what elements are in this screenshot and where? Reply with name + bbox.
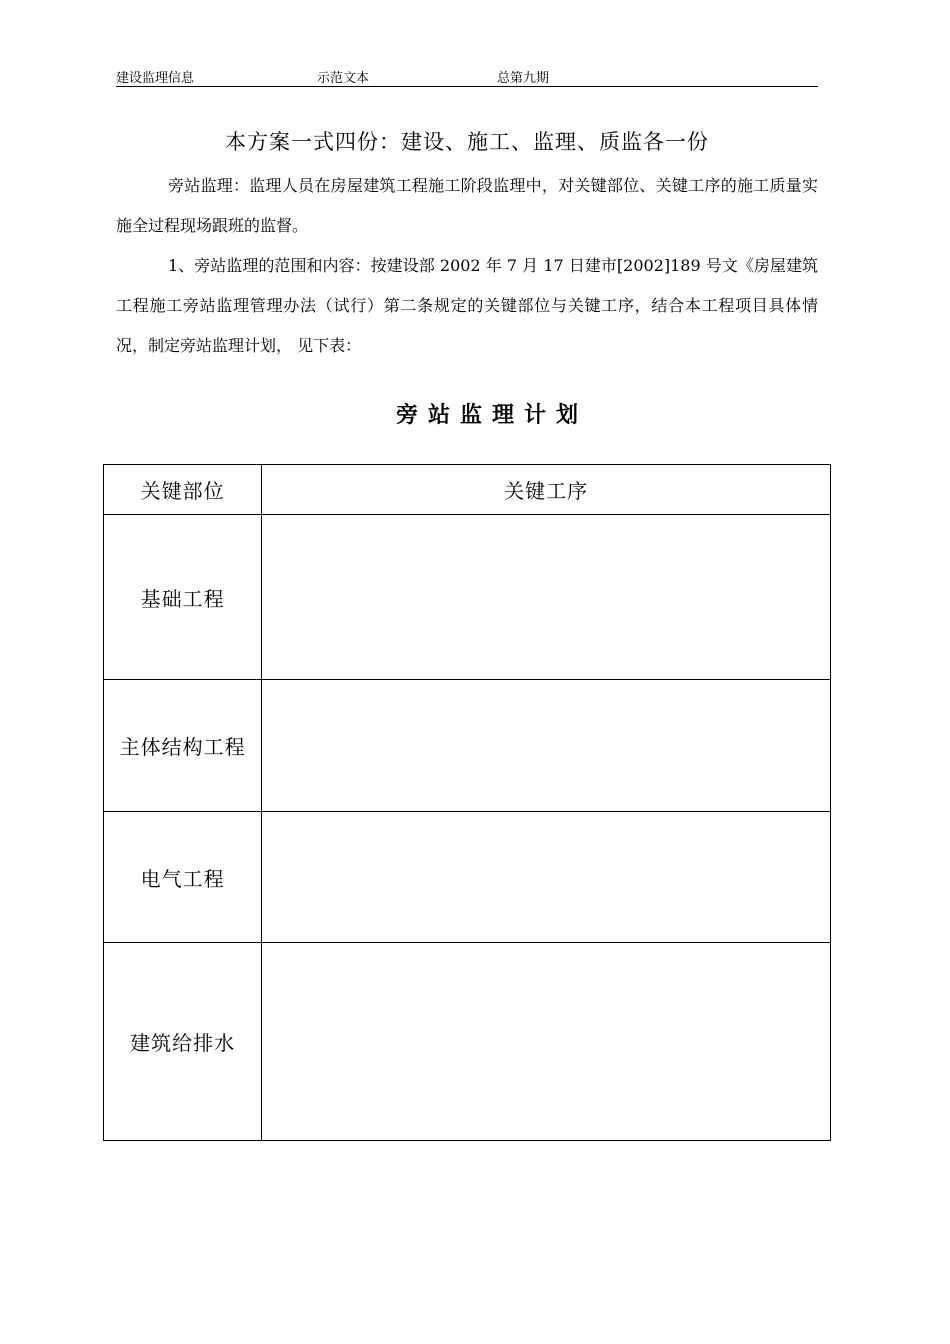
- header-key-process: 关键工序: [262, 465, 831, 515]
- header-publication: 建设监理信息: [116, 71, 195, 86]
- header-key-part: 关键部位: [104, 465, 262, 515]
- table-row: [104, 812, 831, 943]
- table-row: [104, 680, 831, 812]
- row-part: 基础工程: [104, 515, 262, 680]
- page-header: [116, 66, 818, 87]
- row-process: [262, 943, 831, 1141]
- header-issue: 总第九期: [497, 71, 550, 86]
- header-section: 示范文本: [317, 71, 370, 86]
- row-process: [262, 812, 831, 943]
- table-row: [104, 943, 831, 1141]
- row-process: [262, 680, 831, 812]
- paragraph-definition: 旁站监理：监理人员在房屋建筑工程施工阶段监理中，对关键部位、关键工序的施工质量实施全过程现场跟班的监督。: [116, 176, 818, 235]
- plan-title: 旁站监理计划: [395, 403, 588, 428]
- table-row: [104, 515, 831, 680]
- supervision-plan-table: [103, 464, 831, 1141]
- copies-statement: 本方案一式四份：建设、施工、监理、质监各一份: [225, 130, 709, 154]
- table-header-row: [104, 465, 831, 515]
- row-part: 主体结构工程: [104, 680, 262, 812]
- row-part: 建筑给排水: [104, 943, 262, 1141]
- row-process: [262, 515, 831, 680]
- paragraph-scope: 1、旁站监理的范围和内容：按建设部 2002 年 7 月 17 日建市[2002]189 号文《房屋建筑工程施工旁站监理管理办法（试行）第二条规定的关键部位与关键工序，结合本工程项目具体情况，制定旁站监理计划， 见下表：: [116, 256, 818, 355]
- row-part: 电气工程: [104, 812, 262, 943]
